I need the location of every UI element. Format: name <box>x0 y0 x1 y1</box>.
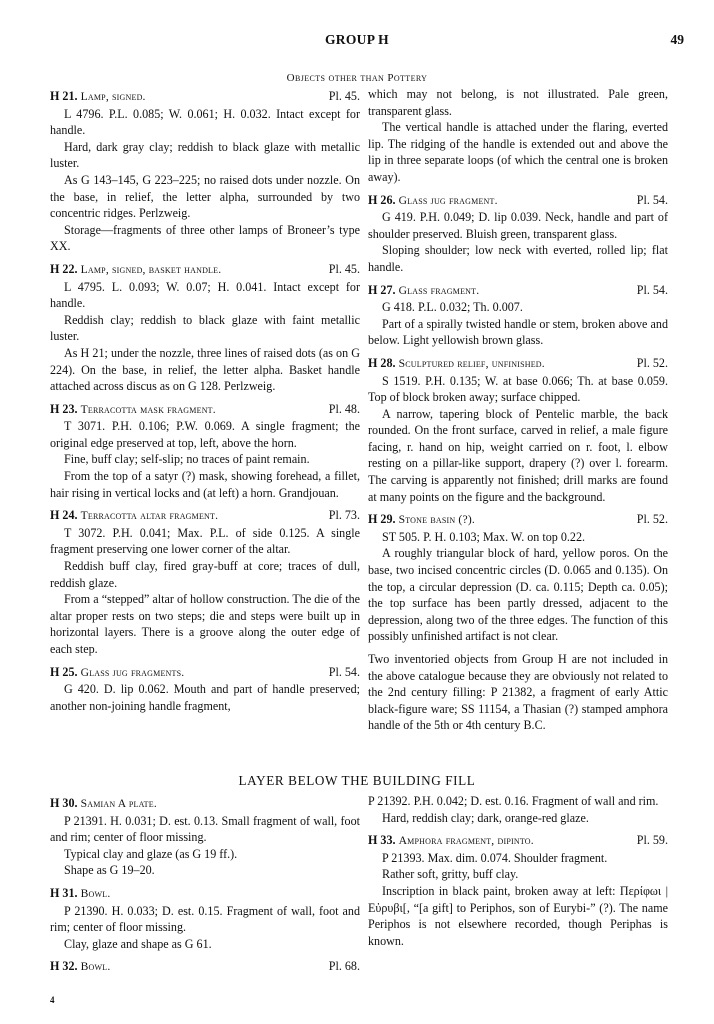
entry-name: Terracotta mask fragment. <box>80 402 216 416</box>
entry-paragraph: From the top of a satyr (?) mask, showing forehead, a fillet, hair rising in vertical locks and (at left) a horn. Grandjouan. <box>50 469 360 500</box>
catalogue-column-left <box>50 86 360 720</box>
entry-name: Amphora fragment, dipinto. <box>398 834 534 848</box>
entry-title <box>368 511 475 529</box>
entry-paragraph: P 21392. P.H. 0.042; D. est. 0.16. Fragment of wall and rim. <box>368 794 659 808</box>
entry-id: H 29. <box>368 512 396 527</box>
entry-paragraph: Typical clay and glaze (as G 19 ff.). <box>64 846 238 861</box>
entry-name: Glass jug fragment. <box>398 193 498 207</box>
entry-name: Glass fragment. <box>398 283 480 297</box>
entry-id: H 31. <box>50 885 78 900</box>
entry-paragraph: G 418. P.L. 0.032; Th. 0.007. <box>382 300 523 315</box>
plate-reference: Pl. 52. <box>636 355 668 370</box>
entry-title <box>50 401 216 419</box>
entry-title <box>50 664 184 682</box>
layer-heading: LAYER BELOW THE BUILDING FILL <box>238 773 476 788</box>
entry-id: H 33. <box>368 833 396 848</box>
entry-title <box>368 282 479 300</box>
entry-title <box>368 355 545 373</box>
entry-paragraph: P 21390. H. 0.033; D. est. 0.15. Fragment of wall, foot and rim; center of floor missing. <box>50 903 360 935</box>
entry-name: Lamp, signed, basket handle. <box>80 262 222 276</box>
entry-name: Sculptured relief, unfinished. <box>398 356 545 370</box>
entry-paragraph: G 419. P.H. 0.049; D. lip 0.039. Neck, handle and part of shoulder preserved. Bluish green, transparent glass. <box>368 210 668 241</box>
entry-paragraph: T 3071. P.H. 0.106; P.W. 0.069. A single fragment; the original edge preserved at top, left, above the horn. <box>50 419 360 450</box>
plate-reference: Pl. 54. <box>636 282 668 297</box>
page-number: 49 <box>670 32 684 47</box>
catalogue-entry <box>50 401 360 502</box>
entry-paragraph: Rather soft, gritty, buff clay. <box>382 867 519 882</box>
entry-id: H 24. <box>50 508 78 523</box>
entry-paragraph: ST 505. P. H. 0.103; Max. W. on top 0.22. <box>382 529 586 544</box>
entry-heading <box>368 832 668 850</box>
entry-title <box>50 88 146 106</box>
entry-paragraph: Inscription in black paint, broken away at left: Περίφωι | Εὐρυβι[, “[a gift] to Periphos, son of Eurybi-” (?). The name Periphos is not elsewhere recorded, though Periphas is known. <box>368 883 668 948</box>
entry-heading <box>50 261 360 279</box>
entry-id: H 32. <box>50 959 78 974</box>
catalogue-entry <box>50 88 360 255</box>
entry-paragraph: S 1519. P.H. 0.135; W. at base 0.066; Th. at base 0.059. Top of block broken away; surface chipped. <box>368 373 668 405</box>
plate-reference: Pl. 52. <box>636 512 668 527</box>
entry-id: H 21. <box>50 89 78 103</box>
entry-id: H 23. <box>50 401 78 416</box>
catalogue-entry <box>368 511 668 645</box>
plate-reference: Pl. 73. <box>328 508 360 523</box>
entry-paragraph: T 3072. P.H. 0.041; Max. P.L. of side 0.125. A single fragment preserving one lower corner of the altar. <box>50 525 360 557</box>
entry-paragraph: which may not belong, is not illustrated. Pale green, transparent glass. <box>368 87 668 118</box>
entry-paragraph: L 4795. L. 0.093; W. 0.07; H. 0.041. Intact except for handle. <box>50 279 360 311</box>
entry-id: H 22. <box>50 261 78 276</box>
entry-paragraph: Hard, dark gray clay; reddish to black glaze with metallic luster. <box>50 139 360 171</box>
entry-name: Terracotta altar fragment. <box>80 509 219 523</box>
plate-reference: Pl. 68. <box>328 959 360 974</box>
entry-title <box>50 507 218 525</box>
entry-title <box>50 958 110 976</box>
catalogue-entry <box>50 795 360 879</box>
entry-name: Bowl. <box>80 960 111 974</box>
entry-paragraph: Two inventoried objects from Group H are not included in the above catalogue because they are obviously not related to the 2nd century filling: P 21382, a fragment of early Attic black-figure ware; SS 11154, a Thasian (?) stamped amphora handle of the 5th or 4th century B.C. <box>368 652 668 733</box>
entry-title <box>50 261 221 279</box>
entry-id: H 30. <box>50 796 78 810</box>
entry-title <box>50 885 110 903</box>
entry-title <box>368 832 534 850</box>
catalogue-entry <box>368 192 668 276</box>
entry-paragraph: As H 21; under the nozzle, three lines of raised dots (as on G 224). On the base, in relief, the letter alpha. Basket handle attached across discus as on G 128. Perlzweig. <box>50 345 360 394</box>
entry-paragraph: P 21391. H. 0.031; D. est. 0.13. Small fragment of wall, foot and rim; center of floor missing. <box>50 813 360 845</box>
catalogue-entry <box>368 282 668 349</box>
entry-name: Samian A plate. <box>80 797 157 810</box>
entry-heading <box>50 664 360 682</box>
section-heading-text: Objects other than Pottery <box>286 72 428 84</box>
footer-mark: 4 <box>50 995 55 1005</box>
entry-title <box>50 795 157 813</box>
catalogue-entry <box>50 885 360 952</box>
plate-reference: Pl. 59. <box>636 833 668 848</box>
entry-id: H 28. <box>368 355 396 370</box>
entry-name: Stone basin (?). <box>398 513 475 527</box>
entry-paragraph: From a “stepped” altar of hollow construction. The die of the altar proper rests on two steps; die and steps were built up in horizontal layers. There is a groove along the outer edge of each step. <box>50 592 360 656</box>
entry-id: H 27. <box>368 282 396 297</box>
plate-reference: Pl. 45. <box>328 261 360 276</box>
entry-paragraph: L 4796. P.L. 0.085; W. 0.061; H. 0.032. Intact except for handle. <box>50 106 360 138</box>
catalogue-column-right <box>368 86 668 740</box>
entry-heading <box>368 282 668 300</box>
entry-paragraph: Sloping shoulder; low neck with everted, rolled lip; flat handle. <box>368 243 668 274</box>
entry-paragraph: G 420. D. lip 0.062. Mouth and part of handle preserved; another non-joining handle fragment, <box>50 682 360 713</box>
catalogue-entry <box>50 507 360 657</box>
catalogue-entry <box>368 86 668 186</box>
entry-heading <box>50 795 360 813</box>
entry-paragraph: Storage—fragments of three other lamps of Broneer’s type XX. <box>50 222 360 254</box>
entry-paragraph: A roughly triangular block of hard, yellow poros. On the base, two incised concentric circles (D. 0.065 and 0.135). On the top, a circular depression (D. ca. 0.115; Depth ca. 0.05); the top surface has been partly dressed, adjacent to the depression, along two of the three edges. The function of this possibly unfinished artifact is not clear. <box>368 546 668 644</box>
entry-paragraph: A narrow, tapering block of Pentelic marble, the back rounded. On the front surface, carved in relief, a male figure facing, r. hand on hip, weight carried on r. foot, l. elbow resting on a pillar-like support, drapery (?) over l. forearm. The carving is apparently not finished; drill marks are found at many points on the figure and the background. <box>368 406 668 504</box>
catalogue-entry <box>368 355 668 505</box>
entry-id: H 25. <box>50 664 78 679</box>
entry-paragraph: Shape as G 19–20. <box>64 863 155 878</box>
entry-title <box>368 192 498 210</box>
entry-heading <box>368 192 668 210</box>
entry-paragraph: P 21393. Max. dim. 0.074. Shoulder fragment. <box>382 850 608 865</box>
entry-paragraph: Clay, glaze and shape as G 61. <box>64 936 212 951</box>
catalogue-entry <box>368 651 668 734</box>
entry-heading <box>368 511 668 529</box>
plate-reference: Pl. 45. <box>328 89 360 103</box>
catalogue-entry <box>50 958 360 976</box>
entry-name: Lamp, signed. <box>80 90 146 103</box>
plate-reference: Pl. 54. <box>636 192 668 207</box>
entry-heading <box>50 507 360 525</box>
entry-heading <box>50 958 360 976</box>
entry-paragraph: Part of a spirally twisted handle or stem, broken above and below. Light yellowish brown glass. <box>368 316 668 348</box>
catalogue-entry <box>368 793 668 826</box>
layer-column-right <box>368 793 668 955</box>
entry-name: Glass jug fragments. <box>80 665 185 679</box>
plate-reference: Pl. 48. <box>328 401 360 416</box>
section-heading <box>0 70 714 87</box>
entry-id: H 26. <box>368 192 396 207</box>
catalogue-entry <box>50 664 360 715</box>
catalogue-entry <box>368 832 668 949</box>
entry-paragraph: Hard, reddish clay; dark, orange-red glaze. <box>382 810 589 825</box>
entry-paragraph: Fine, buff clay; self-slip; no traces of paint remain. <box>64 452 310 467</box>
entry-heading <box>368 355 668 373</box>
group-title: GROUP H <box>325 32 389 47</box>
entry-paragraph: The vertical handle is attached under the flaring, everted lip. The ridging of the handle is extended out and above the lip in three separate loops (of which the central one is broken away). <box>368 120 668 184</box>
entry-paragraph: Reddish buff clay, fired gray-buff at core; traces of dull, reddish glaze. <box>50 559 360 590</box>
layer-column-left <box>50 793 360 982</box>
entry-heading <box>50 885 360 903</box>
entry-paragraph: Reddish clay; reddish to black glaze with faint metallic luster. <box>50 312 360 344</box>
plate-reference: Pl. 54. <box>328 664 360 679</box>
running-header <box>0 32 714 52</box>
entry-name: Bowl. <box>80 886 111 900</box>
catalogue-entry <box>50 261 360 395</box>
entry-heading <box>50 88 360 106</box>
entry-paragraph: As G 143–145, G 223–225; no raised dots under nozzle. On the base, in relief, the letter alpha, surrounded by two concentric ridges. Perlzweig. <box>50 172 360 221</box>
entry-heading <box>50 401 360 419</box>
